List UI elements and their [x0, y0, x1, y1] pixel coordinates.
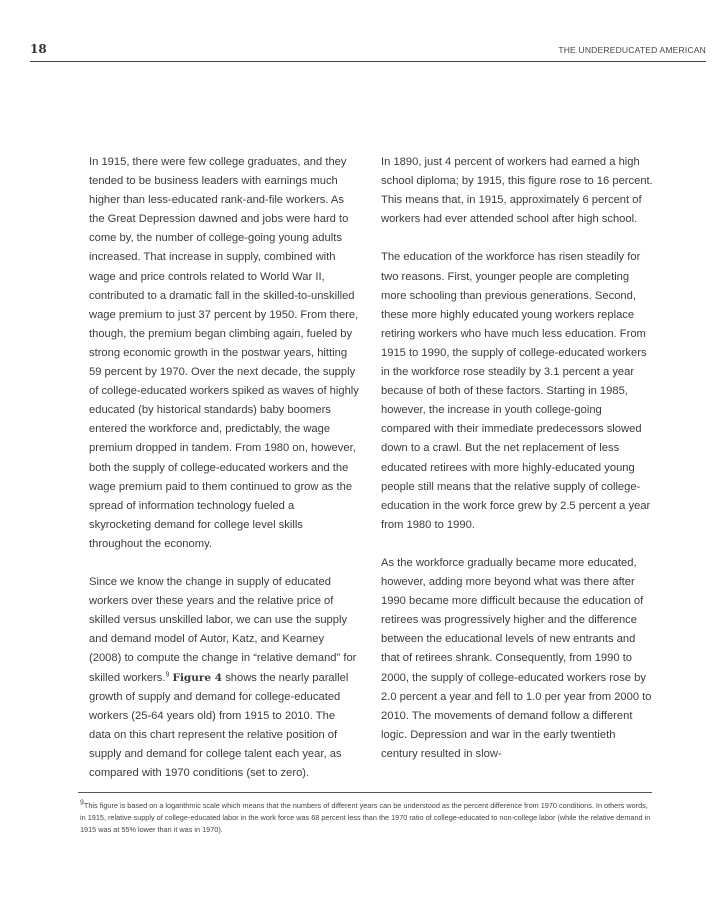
body-paragraph: In 1915, there were few college graduates, and they tended to be business leaders with earnings much higher than less-educated rank-and-file workers. As the Great Depression dawned and jobs were hard to come by, the number of college-going young adults increased. That increase in supply, combined with wage and price controls related to World War II, contributed to a dramatic fall in the skilled-to-unskilled wage premium to just 37 percent by 1950. From there, though, the premium began climbing again, fueled by strong economic growth in the postwar years, hitting 59 percent by 1970. Over the next decade, the supply of college-educated workers spiked as waves of highly educated (by historical standards) baby boomers entered the workforce and, predictably, the wage premium dropped in tandem. From 1980 on, however, both the supply of college-educated workers and the wage premium paid to them continued to grow as the spread of information technology fueled a skyrocketing demand for college level skills throughout the economy. [89, 156, 359, 550]
right-column [381, 153, 653, 783]
footnote-marker: 9 [80, 799, 84, 807]
footnote-rule [78, 792, 652, 793]
body-paragraph: As the workforce gradually became more educated, however, adding more beyond what was there after 1990 became more difficult because the education of retirees was progressively higher and the difference between the educational levels of new entrants and that of retirees shrank. Consequently, from 1990 to 2000, the supply of college-educated workers rose by 2.0 percent a year and fell to 1.0 per year from 2000 to 2010. The movements of demand follow a different logic. Depression and war in the early twentieth century resulted in slow- [381, 556, 652, 760]
running-head: THE UNDEREDUCATED AMERICAN [558, 45, 706, 55]
body-paragraph: In 1890, just 4 percent of workers had earned a high school diploma; by 1915, this figure rose to 16 percent. This means that, in 1915, approximately 6 percent of workers had ever attended school after high school. [381, 156, 653, 226]
page-header [0, 0, 728, 60]
footnote [80, 800, 652, 835]
body-paragraph: The education of the workforce has risen steadily for two reasons. First, younger people are completing more schooling than previous generations. Second, these more highly educated young workers replace retiring workers who have much less education. From 1915 to 1990, the supply of college-educated workers in the workforce rose steadily by 3.1 percent a year because of both of these factors. Starting in 1985, however, the increase in youth college-going compared with their immediate predecessors slowed down to a crawl. But the net replacement of less educated retirees with more highly-educated young people still means that the relative supply of college-education in the work force grew by 2.5 percent a year from 1980 to 1990. [381, 251, 651, 531]
footnote-reference[interactable]: 9 [165, 670, 170, 678]
page-number: 18 [30, 42, 47, 56]
paragraph-text: shows the nearly parallel growth of supply and demand for college-educated workers (25-64 years old) from 1915 to 2010. The data on this chart represent the relative position of supply and demand for college talent each year, as compared with 1970 conditions (set to zero). [89, 671, 349, 779]
paragraph-text: Since we know the change in supply of educated workers over these years and the relative price of skilled versus unskilled labor, we can use the supply and demand model of Autor, Katz, and Kearney (2008) to compute the change in “relative demand” for skilled workers. [89, 576, 357, 684]
header-rule [30, 61, 706, 62]
figure-reference[interactable]: Figure 4 [172, 671, 223, 684]
left-column [89, 153, 359, 802]
footnote-text: This figure is based on a logarithmic scale which means that the numbers of different years can be understood as the percent difference from 1970 conditions. In others words, in 1915, relative supply of college-educated labor in the work force was 68 percent less than the 1970 ratio of college-educated to non-college labor (while the relative demand in 1915 was at 55% lower than it was in 1970). [80, 801, 651, 834]
body-paragraph-figure-reference [89, 573, 359, 783]
